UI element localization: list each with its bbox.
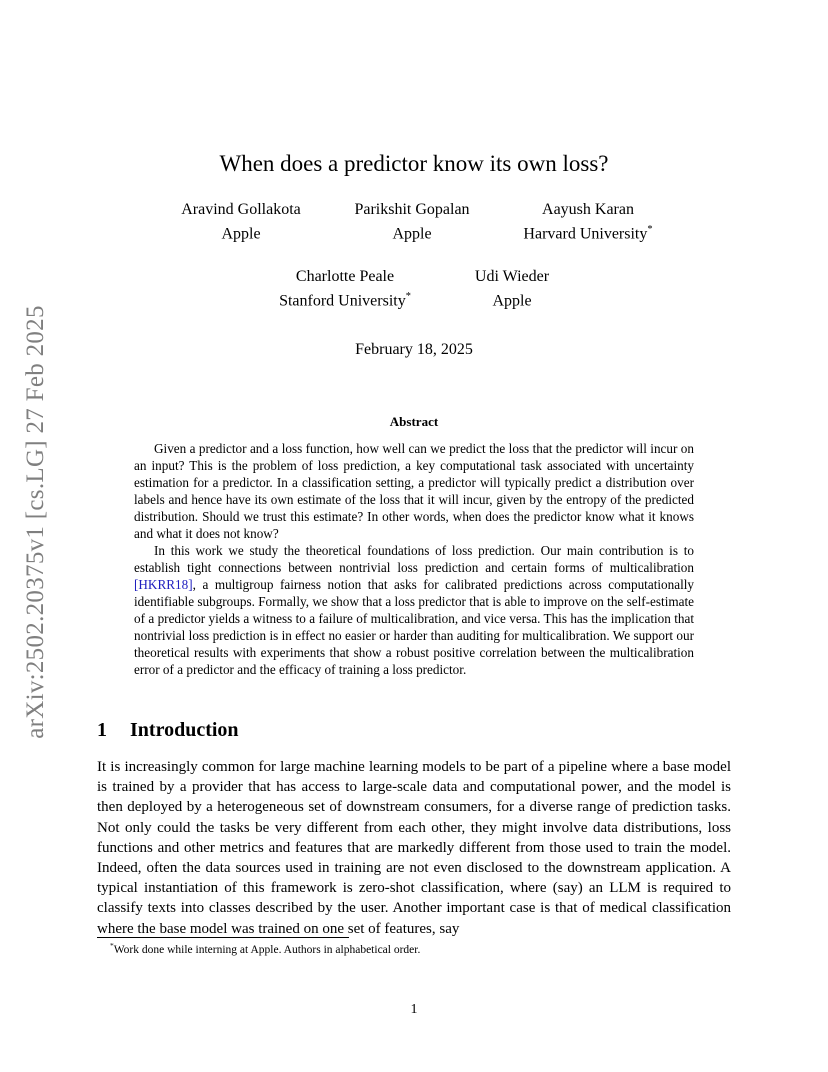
author-block xyxy=(270,267,420,311)
affiliation-footnote-mark: * xyxy=(405,291,411,302)
body-paragraph: It is increasingly common for large machine learning models to be part of a pipeline where a base model is trained by a provider that has access to large-scale data and computational power, and the model is then deployed by a heterogeneous set of downstream consumers, for a diverse range of prediction tasks. Not only could the tasks be very different from each other, they might involve data distributions, loss functions and other metrics and features that are markedly different from those used to train the model. Indeed, often the data sources used in training are not even disclosed to the downstream application. A typical instantiation of this framework is zero-shot classification, where (say) an LLM is required to classify texts into classes described by the user. Another important case is that of medical classification where the base model was trained on one set of features, say xyxy=(97,759,731,937)
introduction-body xyxy=(97,757,731,939)
author-block xyxy=(176,200,306,244)
author-affiliation: Apple xyxy=(221,225,261,243)
abstract-paragraph: Given a predictor and a loss function, how well can we predict the loss that the predictor will incur on an input? This is the problem of loss prediction, a key computational task associated with uncertainty estimation for a predictor. In a classification setting, a predictor will typically predict a distribution over labels and hence have its own estimate of the loss that it will incur, given by the entropy of the predicted distribution. Should we trust this estimate? In other words, when does the predictor know what it knows and what it does not know? xyxy=(134,441,694,541)
author-name: Parikshit Gopalan xyxy=(354,201,470,218)
author-block xyxy=(515,200,661,244)
footnote-divider xyxy=(97,937,349,938)
author-name: Charlotte Peale xyxy=(295,268,395,285)
section-heading xyxy=(97,719,239,742)
abstract-text: , a multigroup fairness notion that asks for calibrated predictions across computationally identifiable subgroups. Formally, we show that a loss predictor that is able to improve on the self-estimate of a predictor yields a witness to a failure of multicalibration, and vice versa. This has the implication that nontrivial loss prediction is in effect no easier or harder than auditing for multicalibration. We support our theoretical results with experiments that show a robust positive correlation between the multicalibration error of a predictor and the efficacy of training a loss predictor. xyxy=(134,577,694,677)
footnote xyxy=(110,941,420,956)
abstract-text: In this work we study the theoretical foundations of loss prediction. Our main contribution is to establish tight connections between nontrivial loss prediction and certain forms of multicalibration xyxy=(134,543,694,575)
section-title: Introduction xyxy=(130,719,239,741)
abstract-heading: Abstract xyxy=(389,414,439,429)
author-affiliation: Stanford University xyxy=(279,292,406,310)
citation-link[interactable]: [HKRR18] xyxy=(134,577,193,592)
author-affiliation: Apple xyxy=(492,292,532,310)
section-number: 1 xyxy=(97,719,107,741)
publication-date: February 18, 2025 xyxy=(355,341,473,358)
footnote-text: Work done while interning at Apple. Authors in alphabetical order. xyxy=(113,943,421,956)
abstract-paragraph xyxy=(134,542,694,678)
author-affiliation: Apple xyxy=(392,225,432,243)
paper-title: When does a predictor know its own loss? xyxy=(219,151,609,176)
author-affiliation: Harvard University xyxy=(523,225,648,243)
page-number: 1 xyxy=(410,1002,418,1017)
affiliation-footnote-mark: * xyxy=(647,224,653,235)
footnote-mark: * xyxy=(110,941,114,950)
author-name: Aravind Gollakota xyxy=(181,201,301,218)
author-block xyxy=(467,267,557,311)
author-name: Udi Wieder xyxy=(474,268,550,285)
author-name: Aayush Karan xyxy=(542,201,634,218)
author-block xyxy=(344,200,480,244)
arxiv-identifier-text: arXiv:2502.20375v1 [cs.LG] 27 Feb 2025 xyxy=(22,305,49,739)
abstract-body xyxy=(134,440,694,678)
